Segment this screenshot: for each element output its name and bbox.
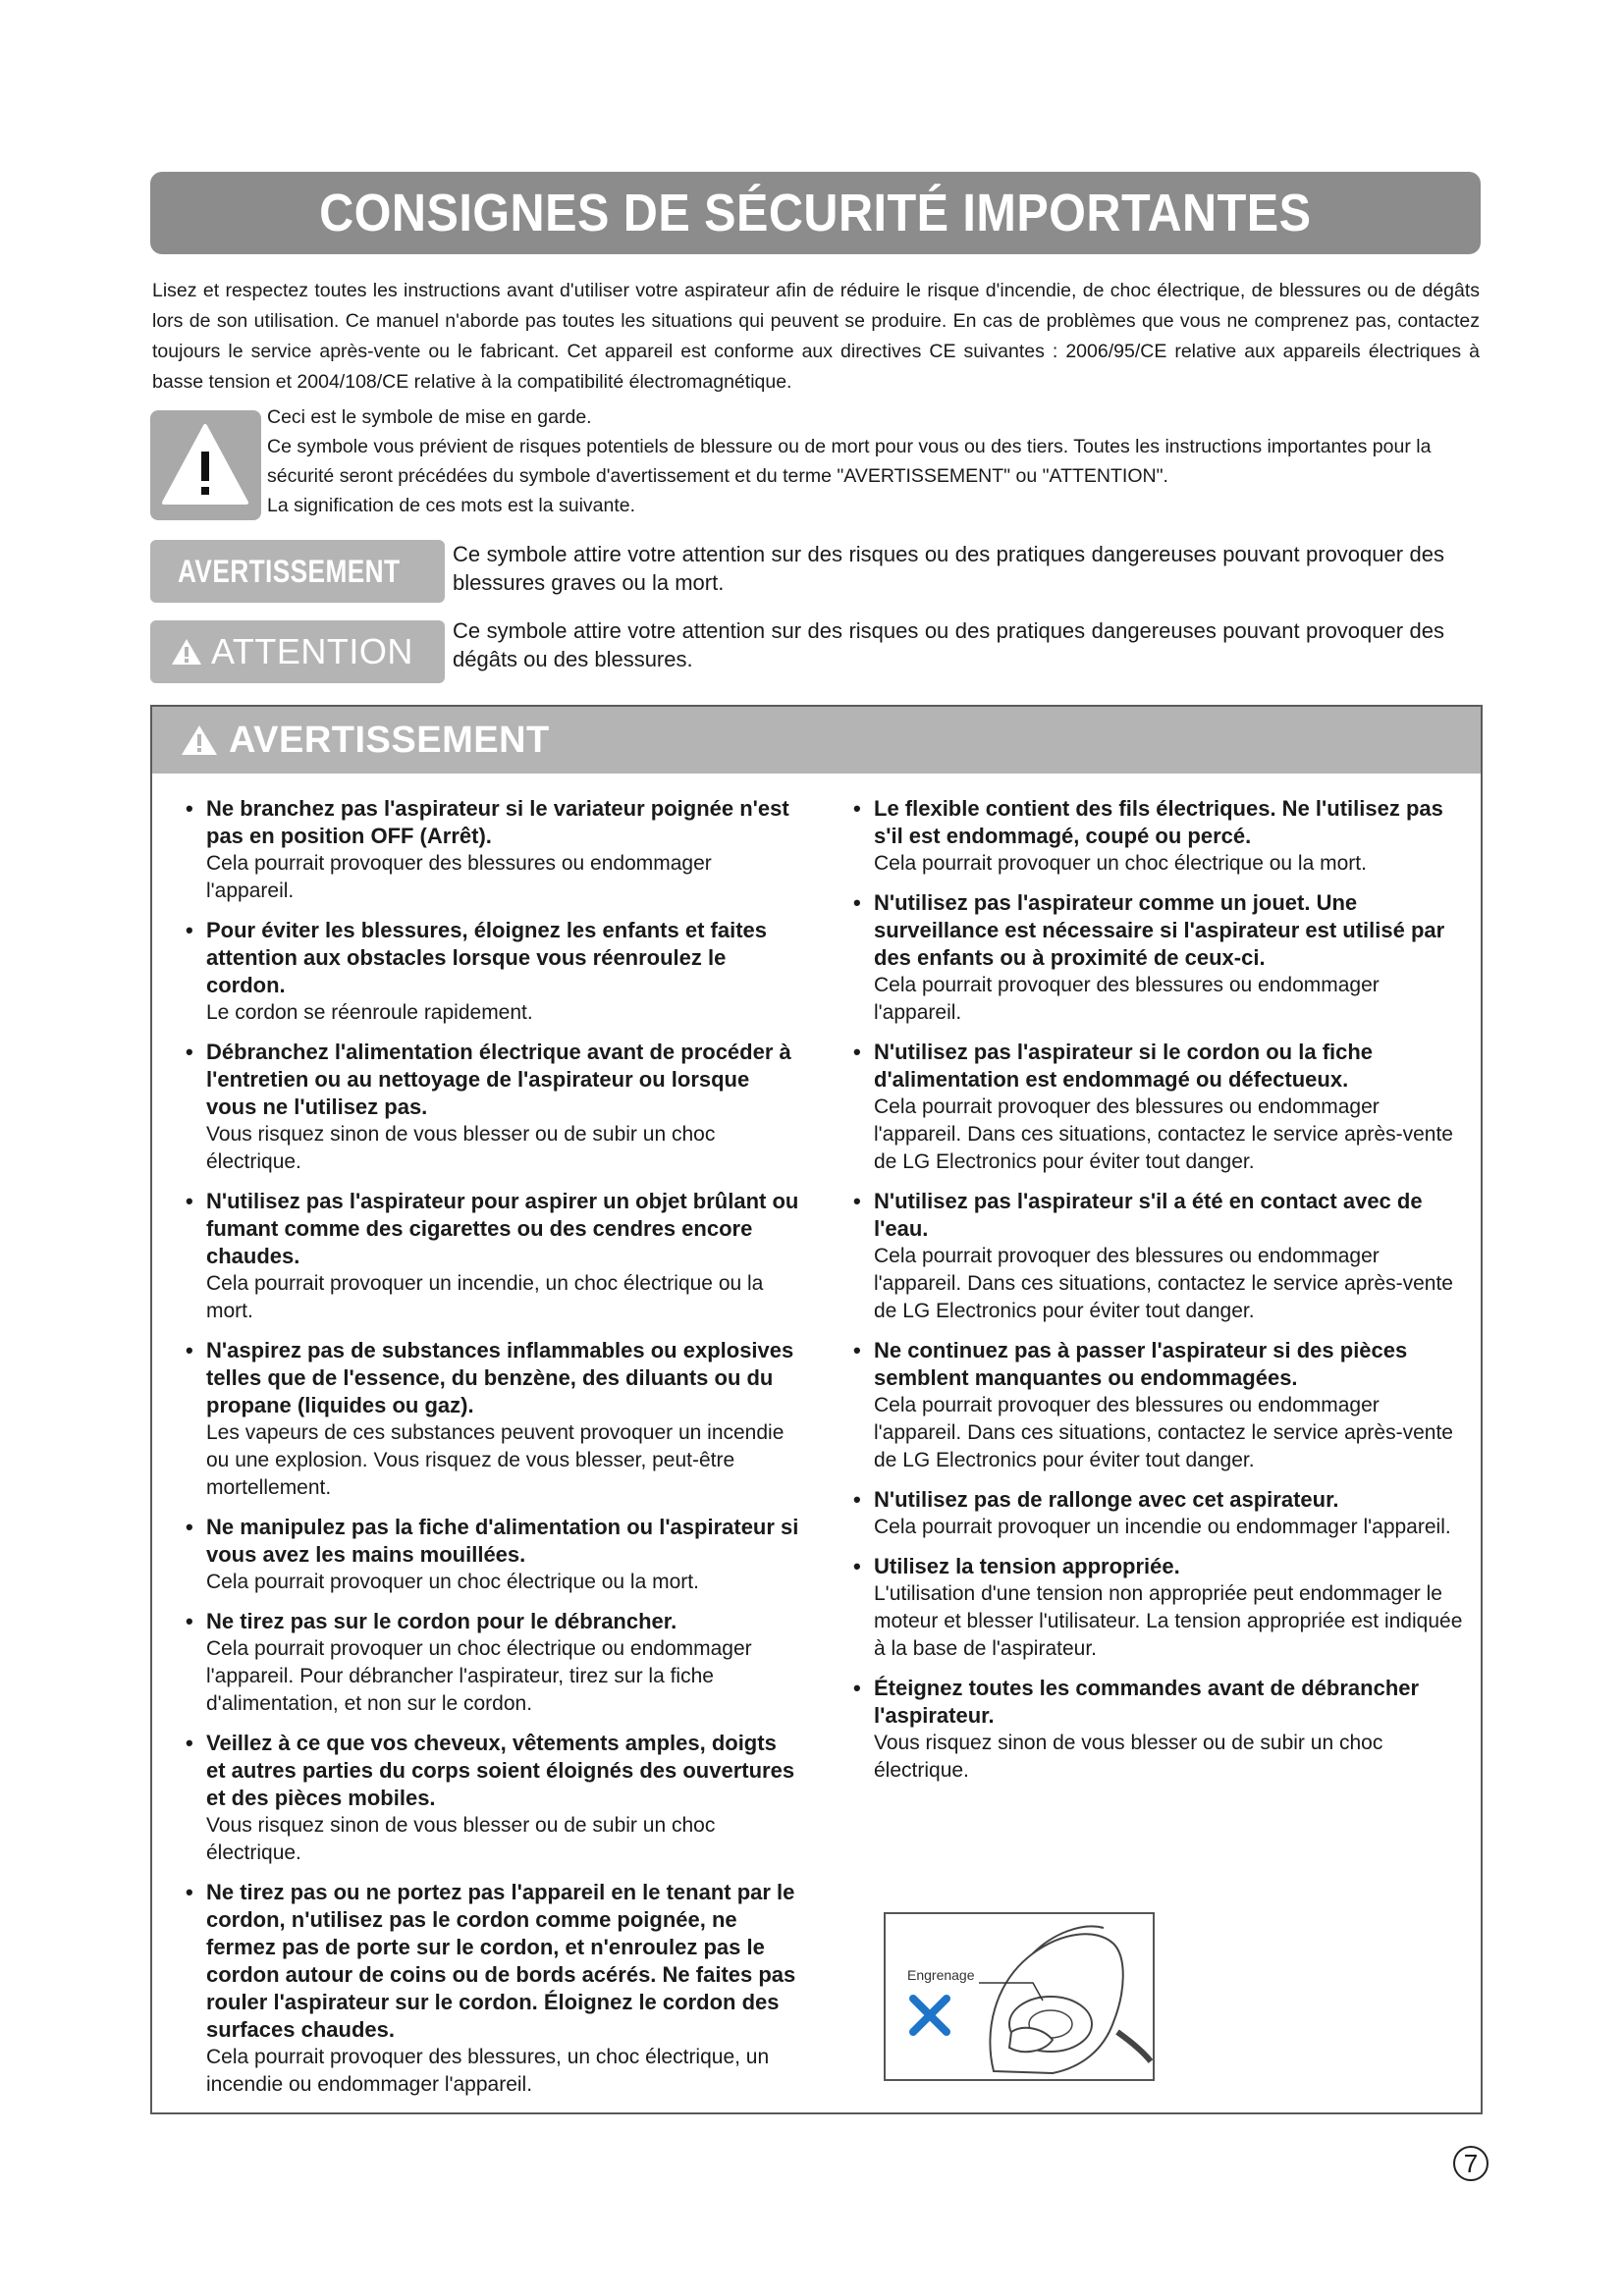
warning-item-description: Cela pourrait provoquer des blessures ou endommager l'appareil. xyxy=(206,852,712,902)
warning-item-heading: Débranchez l'alimentation électrique avant de procéder à l'entretien ou au nettoyage de l'aspirateur ou lorsque vous ne l'utilisez pas. xyxy=(206,1040,791,1119)
warning-item: • N'utilisez pas de rallonge avec cet aspirateur. Cela pourrait provoquer un incendie ou endommager l'appareil. xyxy=(839,1486,1468,1541)
warning-item-description: Vous risquez sinon de vous blesser ou de subir un choc électrique. xyxy=(206,1814,716,1864)
warning-item: • Ne continuez pas à passer l'aspirateur si des pièces semblent manquantes ou endommagées. Cela pourrait provoquer des blessures ou endommager l'appareil. Dans ces situations, contactez le service après-vente de LG Electronics pour éviter tout danger. xyxy=(839,1337,1468,1474)
warning-item: • Pour éviter les blessures, éloignez les enfants et faites attention aux obstacles lorsque vous réenroulez le cordon. Le cordon se réenroule rapidement. xyxy=(172,917,800,1027)
warning-item: • Veillez à ce que vos cheveux, vêtements amples, doigts et autres parties du corps soient éloignés des ouvertures et des pièces mobiles. Vous risquez sinon de vous blesser ou de subir un choc électrique. xyxy=(172,1730,800,1867)
warning-item-description: Cela pourrait provoquer un choc électrique ou la mort. xyxy=(874,852,1367,875)
warning-badge-description: Ce symbole attire votre attention sur des risques ou des pratiques dangereuses pouvant provoquer des blessures graves ou la mort. xyxy=(453,542,1444,595)
warning-item: • N'utilisez pas l'aspirateur comme un jouet. Une surveillance est nécessaire si l'aspirateur est utilisé par des enfants ou à proximité de ceux-ci. Cela pourrait provoquer des blessures ou endommager l'appareil. xyxy=(839,889,1468,1027)
warning-item-description: Vous risquez sinon de vous blesser ou de subir un choc électrique. xyxy=(874,1732,1383,1782)
warning-item-heading: N'utilisez pas l'aspirateur s'il a été en contact avec de l'eau. xyxy=(874,1189,1423,1241)
title-banner xyxy=(150,172,1481,254)
warning-item-description: Cela pourrait provoquer des blessures ou endommager l'appareil. Dans ces situations, contactez le service après-vente de LG Electronics pour éviter tout danger. xyxy=(874,1394,1453,1471)
warning-triangle-icon xyxy=(180,723,219,757)
warning-panel xyxy=(150,705,1483,2114)
warning-item-description: L'utilisation d'une tension non appropriée peut endommager le moteur et blesser l'utilisateur. La tension appropriée est indiquée à la base de l'aspirateur. xyxy=(874,1582,1463,1660)
warning-item-heading: Ne branchez pas l'aspirateur si le variateur poignée n'est pas en position OFF (Arrêt). xyxy=(206,796,789,848)
warning-item-heading: Ne tirez pas sur le cordon pour le débrancher. xyxy=(206,1609,677,1633)
prohibited-cross-icon xyxy=(905,1991,954,2040)
warning-item-heading: N'utilisez pas l'aspirateur si le cordon ou la fiche d'alimentation est endommagé ou défectueux. xyxy=(874,1040,1374,1092)
warning-item-heading: N'utilisez pas de rallonge avec cet aspirateur. xyxy=(874,1487,1339,1512)
caution-triangle-icon xyxy=(170,637,203,667)
symbol-line-1: Ceci est le symbole de mise en garde. xyxy=(267,406,592,428)
warning-item: • Le flexible contient des fils électriques. Ne l'utilisez pas s'il est endommagé, coupé ou percé. Cela pourrait provoquer un choc électrique ou la mort. xyxy=(839,795,1468,878)
warning-item-description: Cela pourrait provoquer des blessures ou endommager l'appareil. Dans ces situations, contactez le service après-vente de LG Electronics pour éviter tout danger. xyxy=(874,1095,1453,1173)
warning-item: • Débranchez l'alimentation électrique avant de procéder à l'entretien ou au nettoyage de l'aspirateur ou lorsque vous ne l'utilisez pas. Vous risquez sinon de vous blesser ou de subir un choc électrique. xyxy=(172,1039,800,1176)
caution-badge-description: Ce symbole attire votre attention sur des risques ou des pratiques dangereuses pouvant provoquer des dégâts ou des blessures. xyxy=(453,618,1444,671)
page-number: 7 xyxy=(1453,2146,1489,2181)
warning-item-description: Cela pourrait provoquer un incendie ou endommager l'appareil. xyxy=(874,1516,1451,1538)
warning-item: • Ne tirez pas sur le cordon pour le débrancher. Cela pourrait provoquer un choc électrique ou endommager l'appareil. Pour débrancher l'aspirateur, tirez sur la fiche d'alimentation, et non sur le cordon. xyxy=(172,1608,800,1718)
warning-item-heading: N'utilisez pas l'aspirateur pour aspirer un objet brûlant ou fumant comme des cigarettes ou des cendres encore chaudes. xyxy=(206,1189,799,1268)
warning-item-heading: Ne manipulez pas la fiche d'alimentation ou l'aspirateur si vous avez les mains mouillées. xyxy=(206,1515,799,1567)
intro-paragraph: Lisez et respectez toutes les instructions avant d'utiliser votre aspirateur afin de réduire le risque d'incendie, de choc électrique, de blessures ou de dégâts lors de son utilisation. Ce manuel n'aborde pas toutes les situations qui peuvent se produire. En cas de problèmes que vous ne comprenez pas, contactez toujours le service après-vente ou le fabricant. Cet appareil est conforme aux directives CE suivantes : 2006/95/CE relative aux appareils électriques à basse tension et 2004/108/CE relative à la compatibilité électromagnétique. xyxy=(152,280,1480,393)
symbol-line-3: La signification de ces mots est la suivante. xyxy=(267,495,636,516)
warning-item: • N'aspirez pas de substances inflammables ou explosives telles que de l'essence, du benzène, des diluants ou du propane (liquides ou gaz). Les vapeurs de ces substances peuvent provoquer un incendie ou une explosion. Vous risquez de vous blesser, peut-être mortellement. xyxy=(172,1337,800,1502)
gear-illustration xyxy=(884,1912,1155,2081)
symbol-line-2: Ce symbole vous prévient de risques potentiels de blessure ou de mort pour vous ou des tiers. Toutes les instructions importantes pour la sécurité seront précédées du symbole d'avertissement et du terme "AVERTISSEMENT" ou "ATTENTION". xyxy=(267,436,1432,487)
warning-item-heading: Le flexible contient des fils électriques. Ne l'utilisez pas s'il est endommagé, coupé ou percé. xyxy=(874,796,1443,848)
warning-item-heading: Utilisez la tension appropriée. xyxy=(874,1554,1180,1578)
left-column xyxy=(172,795,800,2110)
warning-item: • Utilisez la tension appropriée. L'utilisation d'une tension non appropriée peut endommager le moteur et blesser l'utilisateur. La tension appropriée est indiquée à la base de l'aspirateur. xyxy=(839,1553,1468,1663)
warning-item-description: Cela pourrait provoquer des blessures, un choc électrique, un incendie ou endommager l'appareil. xyxy=(206,2046,770,2096)
warning-panel-title: AVERTISSEMENT xyxy=(229,719,550,761)
warning-item: • N'utilisez pas l'aspirateur s'il a été en contact avec de l'eau. Cela pourrait provoquer des blessures ou endommager l'appareil. Dans ces situations, contactez le service après-vente de LG Electronics pour éviter tout danger. xyxy=(839,1188,1468,1325)
warning-item-heading: Veillez à ce que vos cheveux, vêtements amples, doigts et autres parties du corps soient éloignés des ouvertures et des pièces mobiles. xyxy=(206,1731,795,1810)
symbol-explanation xyxy=(267,402,1485,520)
warning-item-description: Le cordon se réenroule rapidement. xyxy=(206,1001,533,1024)
warning-item: • Ne branchez pas l'aspirateur si le variateur poignée n'est pas en position OFF (Arrêt). Cela pourrait provoquer des blessures ou endommager l'appareil. xyxy=(172,795,800,905)
warning-item-heading: Éteignez toutes les commandes avant de débrancher l'aspirateur. xyxy=(874,1676,1420,1728)
caution-badge xyxy=(150,620,445,683)
right-column xyxy=(839,795,1468,1796)
illustration-label: Engrenage xyxy=(907,1967,975,1983)
warning-item-description: Cela pourrait provoquer un incendie, un choc électrique ou la mort. xyxy=(206,1272,764,1322)
warning-item-heading: Pour éviter les blessures, éloignez les enfants et faites attention aux obstacles lorsque vous réenroulez le cordon. xyxy=(206,918,768,997)
warning-item: • N'utilisez pas l'aspirateur pour aspirer un objet brûlant ou fumant comme des cigarettes ou des cendres encore chaudes. Cela pourrait provoquer un incendie, un choc électrique ou la mort. xyxy=(172,1188,800,1325)
warning-badge xyxy=(150,540,445,603)
warning-item-description: Cela pourrait provoquer des blessures ou endommager l'appareil. xyxy=(874,974,1380,1024)
warning-item-description: Vous risquez sinon de vous blesser ou de subir un choc électrique. xyxy=(206,1123,716,1173)
warning-badge-label: AVERTISSEMENT xyxy=(178,553,401,589)
page-title: CONSIGNES DE SÉCURITÉ IMPORTANTES xyxy=(319,184,1312,242)
warning-item-heading: N'utilisez pas l'aspirateur comme un jouet. Une surveillance est nécessaire si l'aspirateur est utilisé par des enfants ou à proximité de ceux-ci. xyxy=(874,890,1445,970)
warning-item: • N'utilisez pas l'aspirateur si le cordon ou la fiche d'alimentation est endommagé ou défectueux. Cela pourrait provoquer des blessures ou endommager l'appareil. Dans ces situations, contactez le service après-vente de LG Electronics pour éviter tout danger. xyxy=(839,1039,1468,1176)
warning-item: • Éteignez toutes les commandes avant de débrancher l'aspirateur. Vous risquez sinon de vous blesser ou de subir un choc électrique. xyxy=(839,1675,1468,1785)
warning-item: • Ne manipulez pas la fiche d'alimentation ou l'aspirateur si vous avez les mains mouillées. Cela pourrait provoquer un choc électrique ou la mort. xyxy=(172,1514,800,1596)
warning-item-heading: Ne continuez pas à passer l'aspirateur si des pièces semblent manquantes ou endommagées. xyxy=(874,1338,1408,1390)
warning-item-heading: N'aspirez pas de substances inflammables ou explosives telles que de l'essence, du benzène, des diluants ou du propane (liquides ou gaz). xyxy=(206,1338,794,1417)
warning-item: • Ne tirez pas ou ne portez pas l'appareil en le tenant par le cordon, n'utilisez pas le cordon comme poignée, ne fermez pas de porte sur le cordon, et n'enroulez pas le cordon autour de coins ou de bords acérés. Ne faites pas rouler l'aspirateur sur le cordon. Éloignez le cordon des surfaces chaudes. Cela pourrait provoquer des blessures, un choc électrique, un incendie ou endommager l'appareil. xyxy=(172,1879,800,2099)
warning-item-description: Cela pourrait provoquer un choc électrique ou la mort. xyxy=(206,1571,699,1593)
warning-symbol-icon xyxy=(150,410,261,520)
warning-item-description: Les vapeurs de ces substances peuvent provoquer un incendie ou une explosion. Vous risquez de vous blesser, peut-être mortellement. xyxy=(206,1421,785,1499)
warning-item-description: Cela pourrait provoquer un choc électrique ou endommager l'appareil. Pour débrancher l'aspirateur, tirez sur la fiche d'alimentation, et non sur le cordon. xyxy=(206,1637,752,1715)
warning-panel-header xyxy=(152,707,1481,774)
warning-item-description: Cela pourrait provoquer des blessures ou endommager l'appareil. Dans ces situations, contactez le service après-vente de LG Electronics pour éviter tout danger. xyxy=(874,1245,1453,1322)
caution-badge-label: ATTENTION xyxy=(211,631,413,671)
warning-item-heading: Ne tirez pas ou ne portez pas l'appareil en le tenant par le cordon, n'utilisez pas le cordon comme poignée, ne fermez pas de porte sur le cordon, et n'enroulez pas le cordon autour de coins ou de bords acérés. Ne faites pas rouler l'aspirateur sur le cordon. Éloignez le cordon des surfaces chaudes. xyxy=(206,1880,796,2042)
